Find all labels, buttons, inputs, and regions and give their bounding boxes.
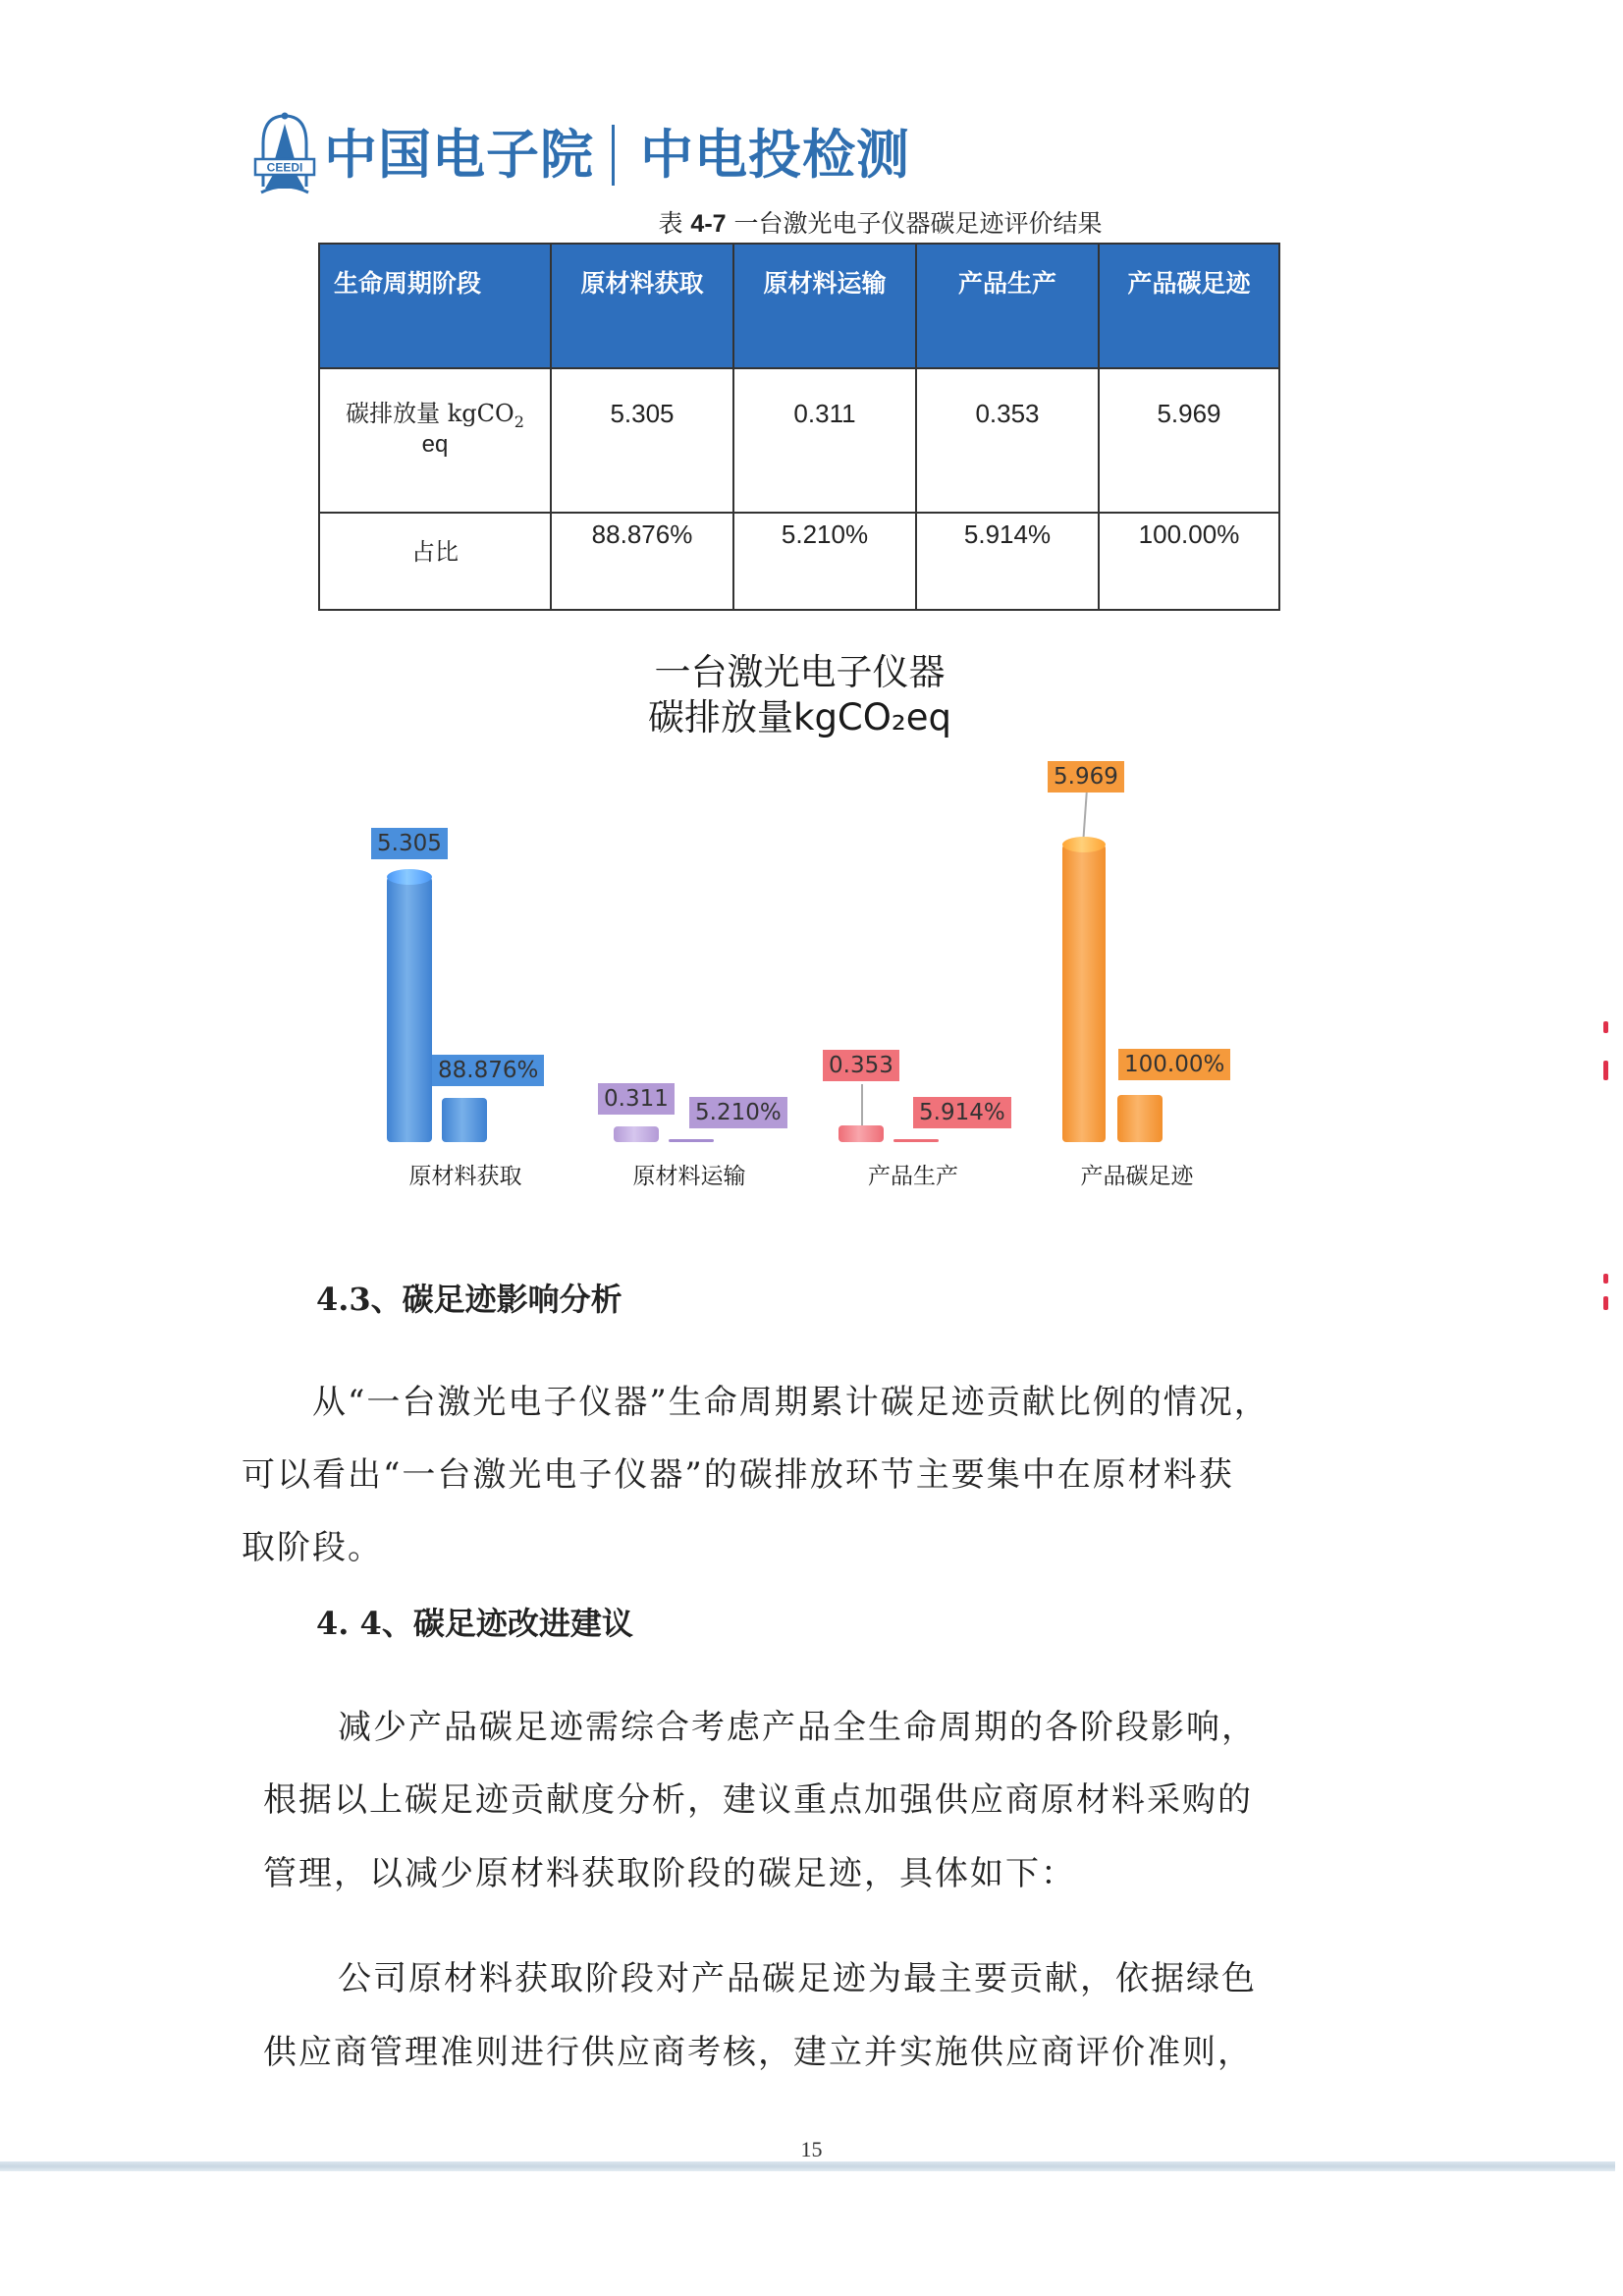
section-heading-4-3: 4.3、碳足迹影响分析 (316, 1281, 622, 1318)
page-number: 15 (800, 2137, 823, 2161)
data-label: 5.969 (1048, 761, 1124, 793)
seal-mark (1603, 1296, 1608, 1310)
bar-share-raw-material (442, 1098, 487, 1142)
row-label: 碳排放量 kgCO$_2$ eq (319, 368, 551, 513)
table-header: 产品生产 (916, 244, 1099, 368)
sub-org-name: 中电投检测 (640, 124, 910, 186)
paragraph-line: 公司原材料获取阶段对产品碳足迹为最主要贡献，依据绿色 (338, 1959, 1257, 1998)
svg-text:CEEDI: CEEDI (266, 160, 303, 175)
carbon-footprint-table (318, 243, 1280, 611)
table-header: 产品碳足迹 (1099, 244, 1279, 368)
data-label: 5.914% (913, 1097, 1011, 1128)
table-cell: 0.353 (916, 368, 1099, 513)
data-label: 88.876% (432, 1055, 544, 1086)
footer-rule (0, 2161, 1615, 2171)
category-label: 产品碳足迹 (1080, 1164, 1194, 1189)
bar-emission-production (839, 1125, 884, 1142)
data-label: 100.00% (1118, 1049, 1230, 1080)
table-header-row (319, 244, 1279, 368)
org-name: 中国电子院 (324, 124, 594, 186)
data-label: 5.305 (371, 828, 448, 859)
paragraph-line: 取阶段。 (242, 1528, 383, 1567)
paragraph-line: 可以看出“一台激光电子仪器”的碳排放环节主要集中在原材料获 (242, 1455, 1234, 1495)
table-row (319, 513, 1279, 610)
bar-share-production (893, 1139, 939, 1142)
seal-mark (1603, 1274, 1608, 1284)
paragraph-line: 供应商管理准则进行供应商考核，建立并实施供应商评价准则， (263, 2033, 1253, 2072)
data-label: 0.311 (598, 1083, 675, 1115)
seal-mark (1603, 1061, 1608, 1080)
category-label: 原材料获取 (408, 1164, 522, 1189)
table-cell: 5.969 (1099, 368, 1279, 513)
bar-emission-transport (614, 1126, 659, 1142)
bar-emission-raw-material (387, 877, 432, 1142)
table-cell: 100.00% (1099, 513, 1279, 610)
org-logo (253, 110, 910, 200)
table-cell: 5.914% (916, 513, 1099, 610)
category-label: 原材料运输 (632, 1164, 746, 1189)
seal-mark (1603, 1021, 1608, 1033)
table-header: 生命周期阶段 (319, 244, 551, 368)
table-cell: 0.311 (733, 368, 916, 513)
bar-share-total (1117, 1095, 1163, 1142)
bar-share-transport (669, 1139, 714, 1142)
section-heading-4-4: 4. 4、碳足迹改进建议 (316, 1605, 633, 1642)
leader-line (861, 1084, 863, 1125)
table-caption: 表 4-7 一台激光电子仪器碳足迹评价结果 (658, 209, 1103, 238)
paragraph-line: 管理，以减少原材料获取阶段的碳足迹，具体如下： (263, 1854, 1076, 1893)
bar-emission-total (1062, 845, 1106, 1142)
table-header: 原材料运输 (733, 244, 916, 368)
paragraph-line: 从“一台激光电子仪器”生命周期累计碳足迹贡献比例的情况， (312, 1383, 1270, 1422)
table-header: 原材料获取 (551, 244, 733, 368)
row-label: 占比 (319, 513, 551, 610)
logo-divider (612, 125, 615, 186)
chart-title: 一台激光电子仪器 碳排放量kgCO₂eq (648, 651, 951, 738)
data-label: 0.353 (823, 1050, 899, 1081)
table-cell: 88.876% (551, 513, 733, 610)
category-label: 产品生产 (868, 1164, 958, 1189)
table-cell: 5.305 (551, 368, 733, 513)
table-cell: 5.210% (733, 513, 916, 610)
leader-line (1082, 793, 1087, 842)
data-label: 5.210% (689, 1097, 787, 1128)
table-row (319, 368, 1279, 513)
paragraph-line: 减少产品碳足迹需综合考虑产品全生命周期的各阶段影响， (338, 1708, 1257, 1747)
ceedi-tower-icon (253, 110, 316, 200)
paragraph-line: 根据以上碳足迹贡献度分析，建议重点加强供应商原材料采购的 (263, 1780, 1253, 1820)
